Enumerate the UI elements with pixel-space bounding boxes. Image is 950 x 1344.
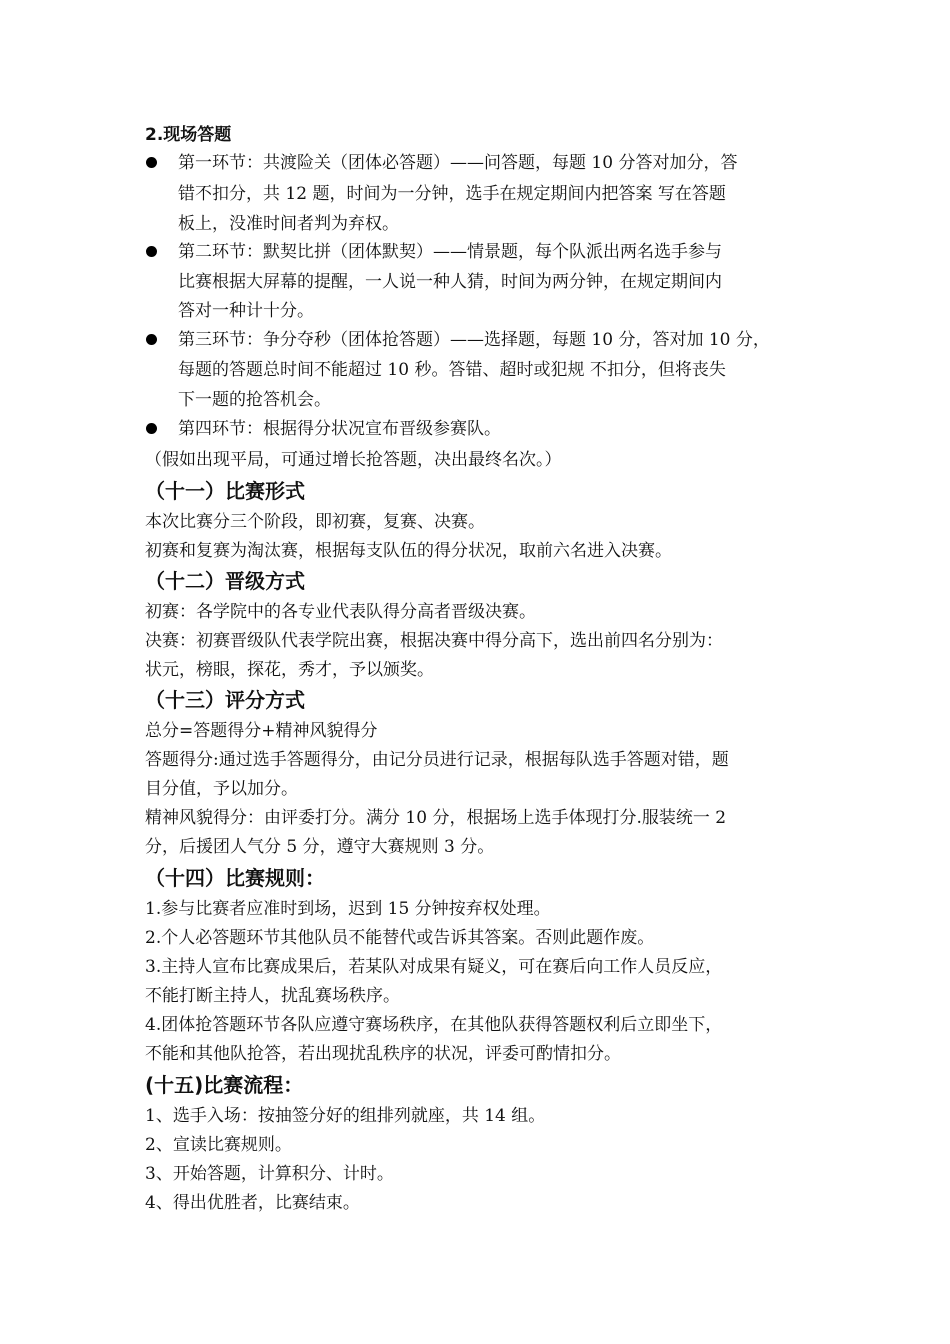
paragraph-line: 总分=答题得分+精神风貌得分 [145,721,378,741]
list-item-line: 下一题的抢答机会。 [178,390,331,410]
list-item-line: 错不扣分，共 12 题，时间为一分钟，选手在规定期间内把答案 写在答题 [178,184,726,204]
paragraph-line: 精神风貌得分：由评委打分。满分 10 分，根据场上选手体现打分.服装统一 2 [145,808,727,828]
section-heading-promotion: （十二）晋级方式 [145,569,305,593]
section-heading-scoring: （十三）评分方式 [145,688,305,712]
paragraph-line: 不能和其他队抢答，若出现扰乱秩序的状况，评委可酌情扣分。 [145,1044,621,1064]
list-item-line: 第一环节：共渡险关（团体必答题）——问答题，每题 10 分答对加分，答 [178,153,738,173]
list-item-line: 每题的答题总时间不能超过 10 秒。答错、超时或犯规 不扣分，但将丧失 [178,360,726,380]
list-item-line: 比赛根据大屏幕的提醒，一人说一种人猜，时间为两分钟，在规定期间内 [178,272,722,292]
section-heading-live-quiz: 2.现场答题 [145,125,232,145]
paragraph-line: 状元，榜眼，探花，秀才，予以颁奖。 [145,660,434,680]
list-item-line: 答对一种计十分。 [178,301,314,321]
paragraph-line: 初赛：各学院中的各专业代表队得分高者晋级决赛。 [145,602,536,622]
bullet-icon [146,246,157,257]
bullet-icon [146,423,157,434]
paragraph-line: 3、开始答题，计算积分、计时。 [145,1164,394,1184]
paragraph-line: 决赛：初赛晋级队代表学院出赛，根据决赛中得分高下，选出前四名分别为： [145,631,723,651]
list-item-line: 第三环节：争分夺秒（团体抢答题）——选择题，每题 10 分，答对加 10 分， [178,330,770,350]
paragraph-line: 目分值，予以加分。 [145,779,298,799]
paragraph-line: 1.参与比赛者应准时到场，迟到 15 分钟按弃权处理。 [145,899,551,919]
paragraph-line: 不能打断主持人，扰乱赛场秩序。 [145,986,400,1006]
section-heading-process: (十五)比赛流程： [145,1073,304,1097]
paragraph-line: 3.主持人宣布比赛成果后，若某队对成果有疑义，可在赛后向工作人员反应， [145,957,723,977]
list-item-line: 第四环节：根据得分状况宣布晋级参赛队。 [178,419,501,439]
paragraph-line: 答题得分:通过选手答题得分，由记分员进行记录，根据每队选手答题对错，题 [145,750,729,770]
paragraph-line: 4.团体抢答题环节各队应遵守赛场秩序，在其他队获得答题权利后立即坐下， [145,1015,723,1035]
paragraph-line: 2、宣读比赛规则。 [145,1135,292,1155]
bullet-icon [146,334,157,345]
list-item-line: 板上，没准时间者判为弃权。 [178,214,399,234]
section-heading-rules: （十四）比赛规则： [145,866,325,890]
list-item-line: 第二环节：默契比拼（团体默契）——情景题，每个队派出两名选手参与 [178,242,722,262]
paragraph-line: 初赛和复赛为淘汰赛，根据每支队伍的得分状况，取前六名进入决赛。 [145,541,672,561]
bullet-icon [146,157,157,168]
paragraph-line: 分，后援团人气分 5 分，遵守大赛规则 3 分。 [145,837,495,857]
paragraph-line: 本次比赛分三个阶段，即初赛，复赛、决赛。 [145,512,485,532]
paragraph-line: 2.个人必答题环节其他队员不能替代或告诉其答案。否则此题作废。 [145,928,655,948]
note-text: （假如出现平局，可通过增长抢答题，决出最终名次。） [145,450,562,470]
paragraph-line: 1、选手入场：按抽签分好的组排列就座，共 14 组。 [145,1106,546,1126]
section-heading-format: （十一）比赛形式 [145,479,305,503]
paragraph-line: 4、得出优胜者，比赛结束。 [145,1193,360,1213]
